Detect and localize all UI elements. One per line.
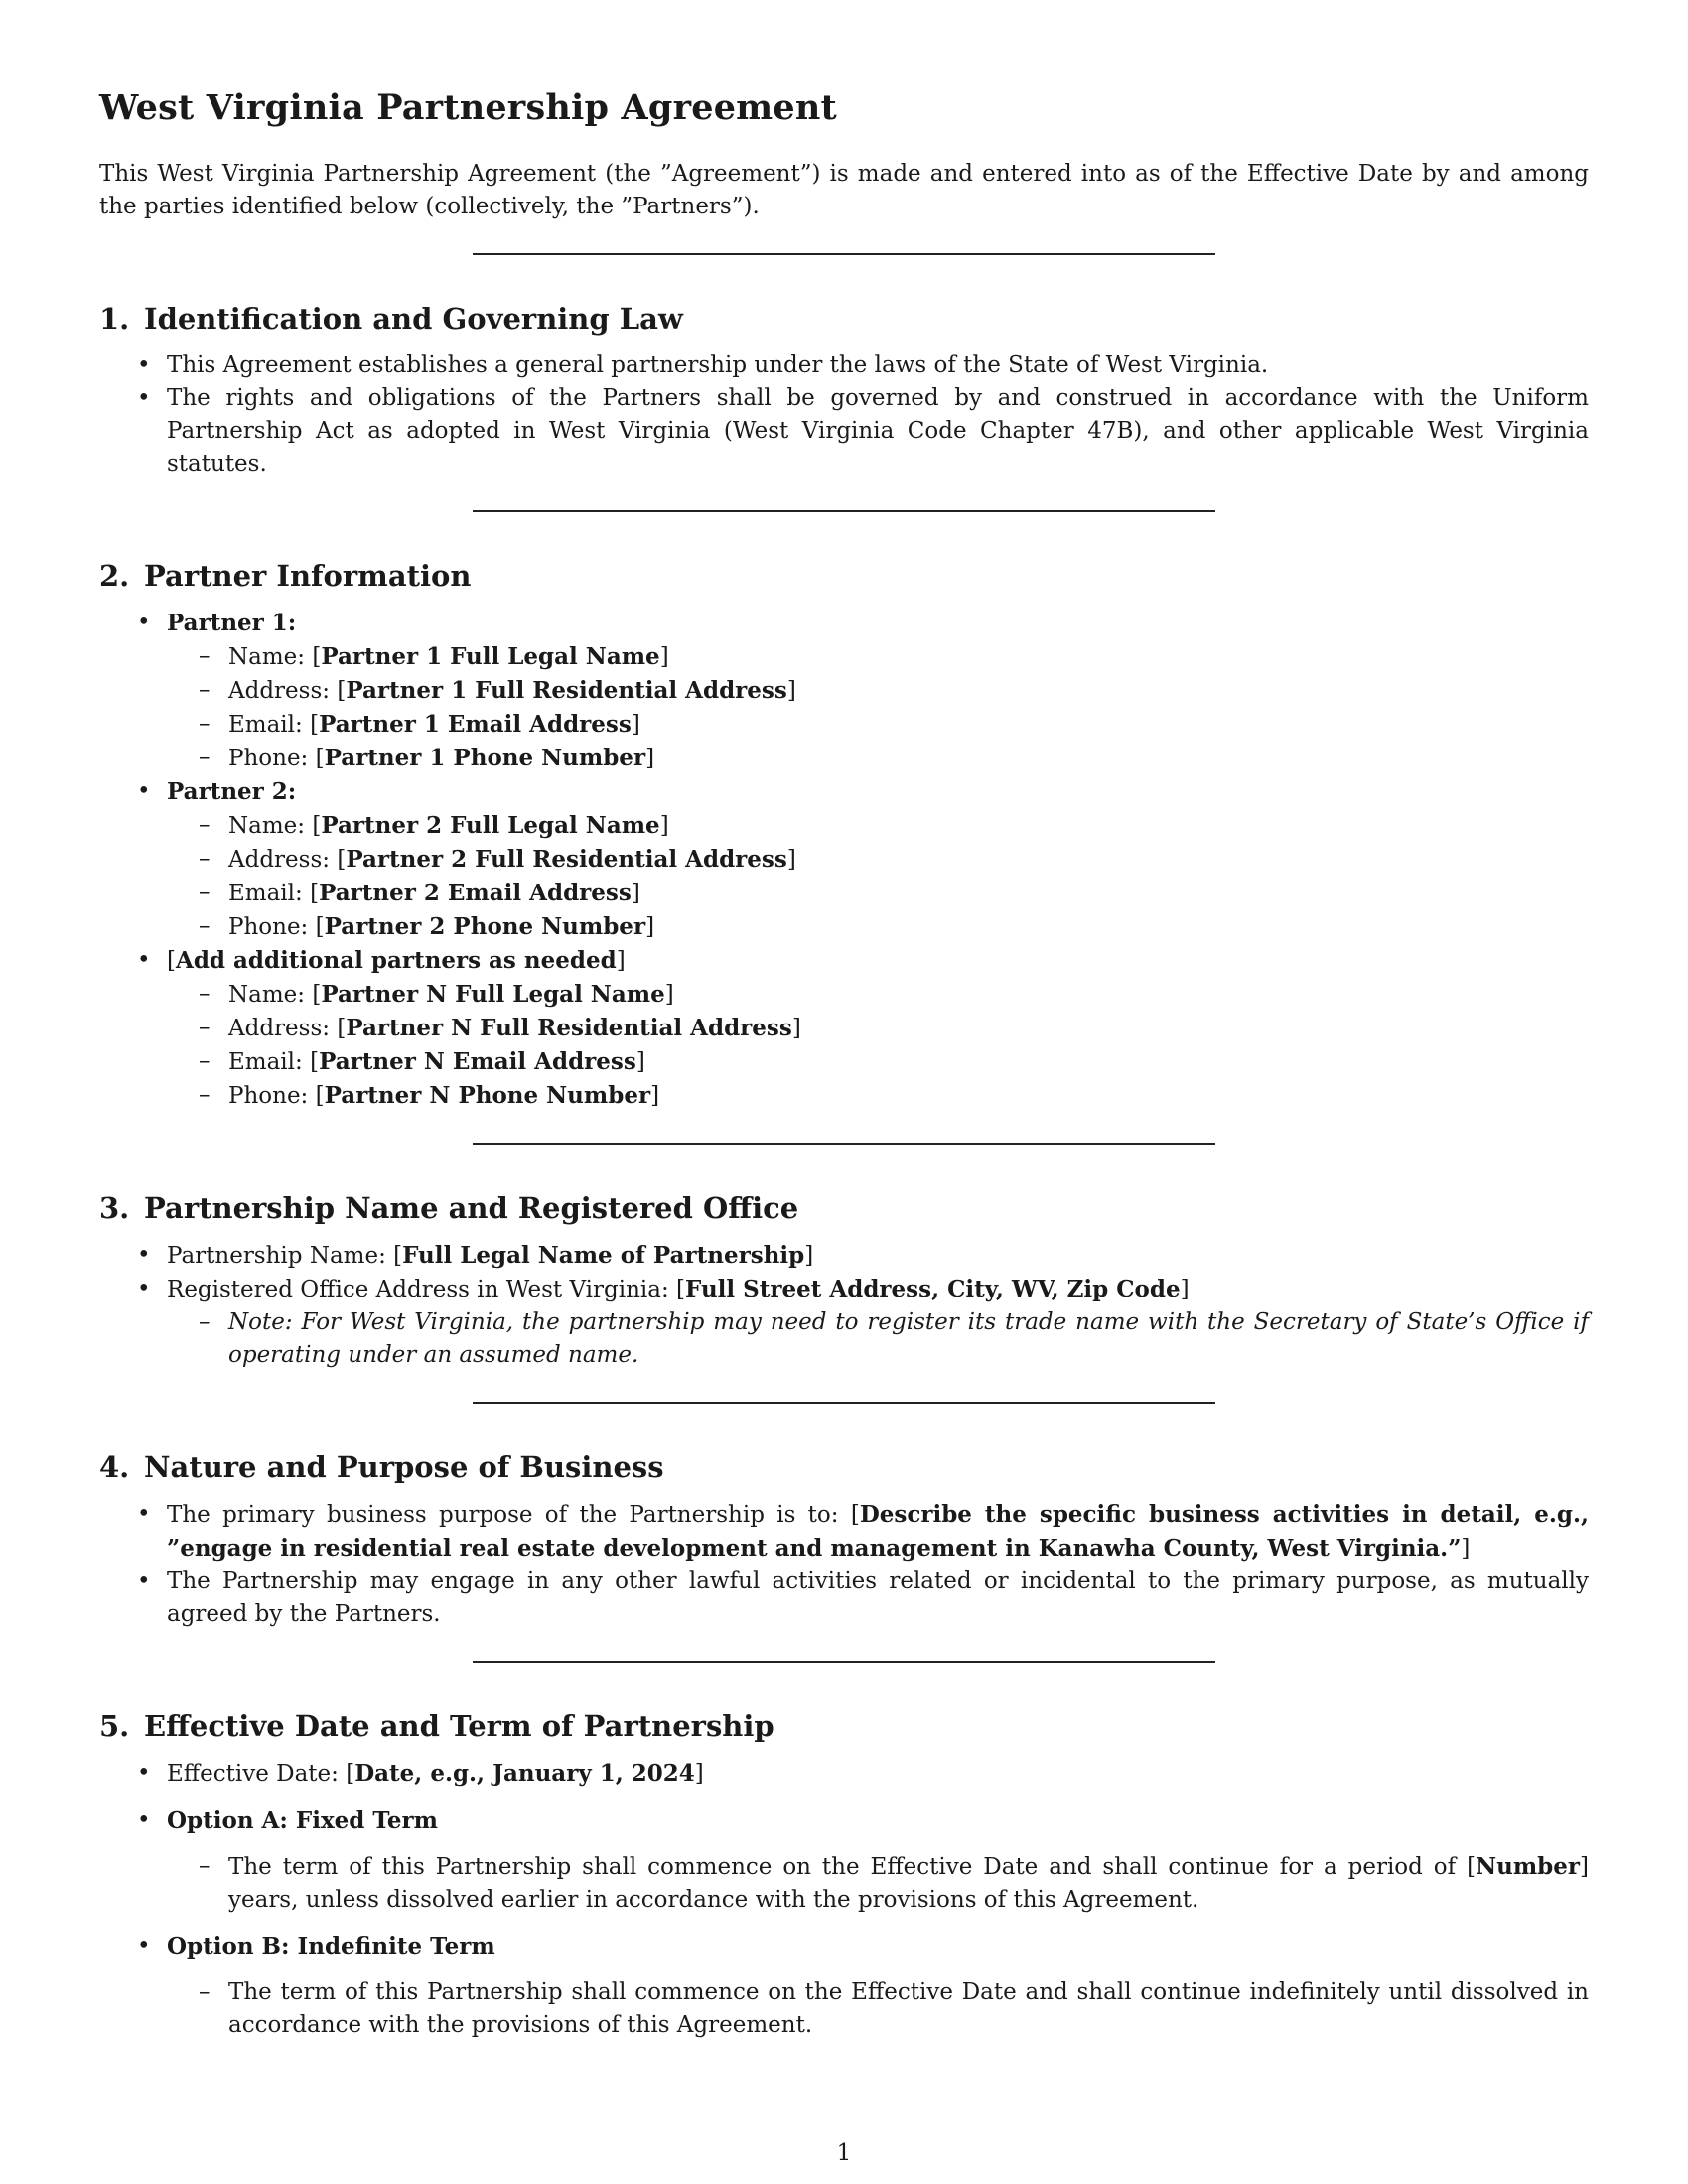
list-item: • Effective Date: [Date, e.g., January 1, 2024] (99, 1757, 1589, 1791)
option-details (167, 1977, 1589, 2042)
section-1-heading (99, 302, 1589, 336)
option-text: – The term of this Partnership shall commence on the Effective Date and shall continue indefinitely until dissolved in accordance with the provisions of this Agreement. (99, 1977, 1589, 2042)
partner-details (167, 640, 1589, 775)
section-number: 5. (99, 1709, 130, 1743)
partner-2-item (99, 775, 1589, 944)
placeholder-value: Partner N Email Address (319, 1048, 636, 1075)
note-text: – Note: For West Virginia, the partnership may need to register its trade name with the Secretary of State’s Office if operating under an assumed name. (99, 1306, 1589, 1372)
document-title: West Virginia Partnership Agreement (99, 87, 837, 128)
detail-row: – Address: [Partner N Full Residential Address] (99, 1012, 1589, 1045)
detail-row: – Name: [Partner N Full Legal Name] (99, 978, 1589, 1012)
list-item: • Registered Office Address in West Virginia: [Full Street Address, City, WV, Zip Code] – Note: For West Virginia, the partnership may need to register its trade name with the Secretary of State’s Office if operating under an assumed name. (99, 1273, 1589, 1372)
placeholder-value: Partner 2 Full Residential Address (346, 846, 787, 873)
placeholder-value: Date, e.g., January 1, 2024 (354, 1760, 695, 1787)
note-list (167, 1306, 1589, 1372)
placeholder-value: Partner 1 Phone Number (324, 745, 646, 771)
placeholder-value: Partner N Full Residential Address (346, 1015, 792, 1041)
additional-partner-item: • [Add additional partners as needed] – Name: [Partner N Full Legal Name] – Address: [Partner N Full Residential Address] – Email: [Partner N Email Address] – Phone: [Partner N Phone Number] (99, 944, 1589, 1113)
placeholder-value: Partner 2 Email Address (319, 880, 632, 906)
list-item: • This Agreement establishes a general partnership under the laws of the State of West Virginia. (99, 349, 1589, 382)
section-number: 4. (99, 1450, 130, 1484)
detail-label: Name: (228, 982, 306, 1008)
placeholder-value: Partner N Phone Number (324, 1082, 651, 1109)
detail-row: – Phone: [Partner 2 Phone Number] (99, 910, 1589, 944)
placeholder-value: Number (1476, 1853, 1580, 1880)
partner-heading: Partner 2: (167, 778, 297, 805)
placeholder-value: Full Legal Name of Partnership (402, 1242, 805, 1269)
section-4-list (99, 1498, 1589, 1631)
section-5-list (99, 1757, 1589, 2042)
section-title: Partnership Name and Registered Office (144, 1191, 799, 1225)
placeholder-value: Partner 1 Email Address (319, 711, 632, 738)
intro-paragraph: This West Virginia Partnership Agreement (the ”Agreement”) is made and entered into as of the Effective Date by and among the parties identified below (collectively, the ”Partners”). (99, 161, 1589, 219)
detail-row: – Email: [Partner N Email Address] (99, 1045, 1589, 1079)
detail-label: Phone: (228, 914, 309, 940)
list-item: • The Partnership may engage in any other lawful activities related or incidental to the primary purpose, as mutually agreed by the Partners. (99, 1566, 1589, 1631)
placeholder-value: Partner 2 Full Legal Name (321, 812, 660, 839)
section-2-heading (99, 559, 1589, 593)
detail-label: Address: (228, 847, 331, 873)
option-a-item (99, 1804, 1589, 1917)
section-divider (473, 1143, 1215, 1145)
section-1-list (99, 349, 1589, 480)
detail-row: – Email: [Partner 1 Email Address] (99, 708, 1589, 742)
detail-row: – Name: [Partner 1 Full Legal Name] (99, 640, 1589, 674)
partner-heading: Add additional partners as needed (175, 947, 617, 974)
section-number: 2. (99, 559, 130, 593)
list-item: • The rights and obligations of the Partners shall be governed by and construed in accordance with the Uniform Partnership Act as adopted in West Virginia (West Virginia Code Chapter 47B), and other applicable West Virginia statutes. (99, 382, 1589, 480)
list-item: • Partnership Name: [Full Legal Name of Partnership] (99, 1239, 1589, 1273)
section-number: 1. (99, 302, 130, 336)
option-text: – The term of this Partnership shall commence on the Effective Date and shall continue for a period of [Number] years, unless dissolved earlier in accordance with the provisions of this Agreement. (99, 1850, 1589, 1917)
section-5-heading (99, 1709, 1589, 1743)
option-details (167, 1850, 1589, 1917)
detail-row: – Email: [Partner 2 Email Address] (99, 877, 1589, 910)
section-title: Effective Date and Term of Partnership (144, 1709, 774, 1743)
detail-row: – Phone: [Partner 1 Phone Number] (99, 742, 1589, 775)
field-label: Effective Date: (167, 1761, 339, 1787)
detail-label: Name: (228, 644, 306, 670)
partner-1-item (99, 607, 1589, 775)
option-text-part: The term of this Partnership shall commence on the Effective Date and shall continue for a period of (228, 1854, 1457, 1880)
placeholder-value: Partner 1 Full Legal Name (321, 643, 660, 670)
section-divider (473, 253, 1215, 255)
detail-label: Email: (228, 1049, 303, 1075)
partner-details (167, 978, 1589, 1113)
detail-label: Address: (228, 1016, 331, 1041)
section-3-heading (99, 1191, 1589, 1225)
detail-label: Phone: (228, 746, 309, 771)
detail-label: Email: (228, 881, 303, 906)
list-item: • The primary business purpose of the Partnership is to: [Describe the specific business activities in detail, e.g., ”engage in residential real estate development and management in Kanawha County, West Virginia.”] (99, 1498, 1589, 1566)
section-number: 3. (99, 1191, 130, 1225)
placeholder-value: Partner N Full Legal Name (321, 981, 665, 1008)
section-divider (473, 1402, 1215, 1404)
partner-details (167, 809, 1589, 944)
section-4-heading (99, 1450, 1589, 1484)
section-title: Partner Information (144, 559, 472, 593)
partner-heading: Partner 1: (167, 610, 297, 636)
document-page (99, 87, 1589, 2042)
page-number: 1 (836, 2140, 852, 2166)
detail-row: – Address: [Partner 2 Full Residential Address] (99, 843, 1589, 877)
option-text-part: years, unless dissolved earlier in accordance with the provisions of this Agreement. (228, 1887, 1199, 1913)
section-title: Identification and Governing Law (144, 302, 683, 336)
detail-label: Phone: (228, 1083, 309, 1109)
option-b-item (99, 1930, 1589, 2042)
section-3-list (99, 1239, 1589, 1372)
detail-label: Address: (228, 678, 331, 704)
detail-row: – Name: [Partner 2 Full Legal Name] (99, 809, 1589, 843)
partner-list (99, 607, 1589, 1113)
field-label: Registered Office Address in West Virginia: (167, 1277, 669, 1302)
placeholder-value: Partner 2 Phone Number (324, 913, 646, 940)
section-divider (473, 1661, 1215, 1663)
detail-label: Email: (228, 712, 303, 738)
placeholder-value: Partner 1 Full Residential Address (346, 677, 787, 704)
option-heading: Option A: Fixed Term (167, 1807, 438, 1834)
detail-row: – Phone: [Partner N Phone Number] (99, 1079, 1589, 1113)
placeholder-value: Describe the specific business activities in detail, e.g., ”engage in residential real estate development and management in Kanawha County, West Virginia.” (167, 1501, 1589, 1562)
option-heading: Option B: Indefinite Term (167, 1933, 495, 1960)
detail-label: Name: (228, 813, 306, 839)
field-label: Partnership Name: (167, 1243, 386, 1269)
detail-row: – Address: [Partner 1 Full Residential Address] (99, 674, 1589, 708)
field-label: The primary business purpose of the Partnership is to: (167, 1502, 839, 1528)
placeholder-value: Full Street Address, City, WV, Zip Code (685, 1276, 1181, 1302)
section-divider (473, 510, 1215, 512)
section-title: Nature and Purpose of Business (144, 1450, 664, 1484)
